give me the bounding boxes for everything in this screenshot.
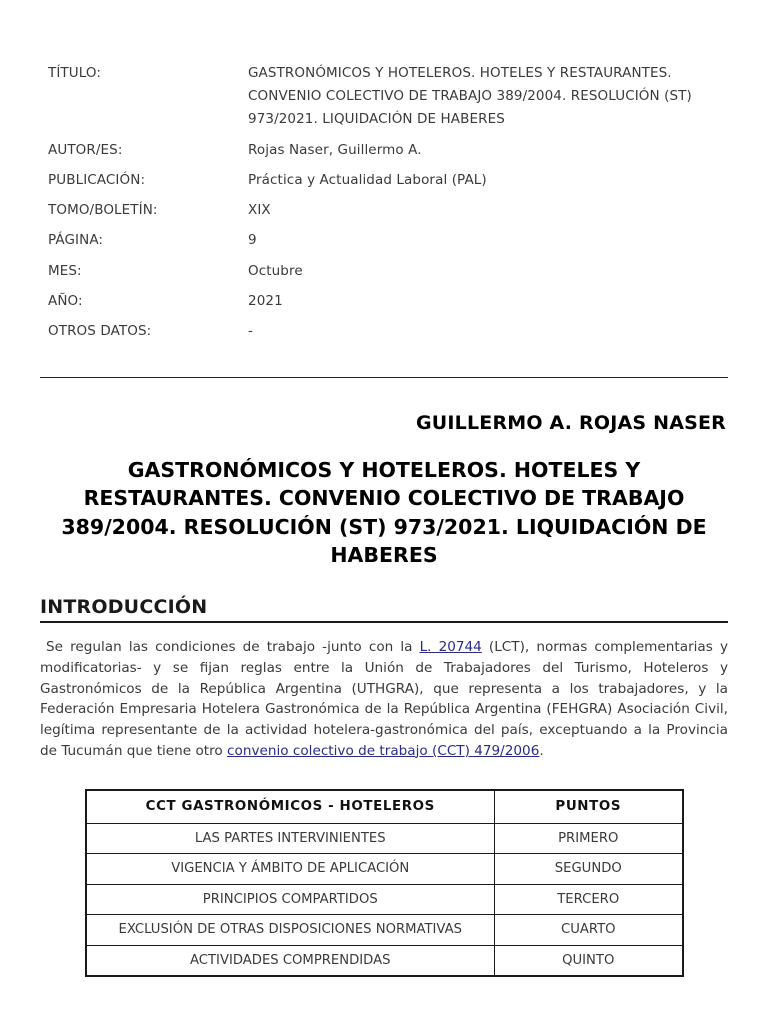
table-row: [86, 823, 683, 853]
metadata-value-mes: Octubre: [248, 262, 303, 279]
table-row: [86, 915, 683, 945]
metadata-row: [40, 290, 728, 313]
table-cell-concepto: ACTIVIDADES COMPRENDIDAS: [86, 945, 495, 976]
table-header-puntos: PUNTOS: [495, 790, 683, 823]
metadata-row: [40, 139, 728, 162]
table-cell-concepto: VIGENCIA Y ÁMBITO DE APLICACIÓN: [86, 854, 495, 884]
metadata-value-publicacion: Práctica y Actualidad Laboral (PAL): [248, 171, 487, 188]
metadata-value-otros-datos: -: [248, 322, 253, 339]
metadata-label-publicacion: PUBLICACIÓN:: [48, 171, 146, 188]
table-row: [86, 854, 683, 884]
link-ley-20744[interactable]: L. 20744: [419, 639, 482, 656]
table-cell-punto: SEGUNDO: [495, 854, 683, 884]
metadata-value-pagina: 9: [248, 232, 257, 249]
table-row: [86, 884, 683, 914]
section-heading-introduccion: INTRODUCCIÓN: [40, 596, 728, 623]
metadata-row: [40, 229, 728, 252]
paragraph-text-part-2: (LCT), normas complementarias y modificatorias- y se fijan reglas entre la Unión de Trabajadores del Turismo, Hoteleros y Gastronómicos de la República Argentina (UTHGRA), que representa a los trabajadores, y la Federación Empresaria Hotelera Gastronómica de la República Argentina (FEHGRA) Asociación Civil, legítima representante de la actividad hotelera-gastronómica del país, exceptuando a la Provincia de Tucumán que tiene otro: [40, 639, 728, 759]
metadata-block: [40, 0, 728, 343]
metadata-value-autor: Rojas Naser, Guillermo A.: [248, 141, 422, 158]
metadata-value-tomo: XIX: [248, 202, 271, 219]
table-header-concepto: CCT GASTRONÓMICOS - HOTELEROS: [86, 790, 495, 823]
metadata-label-otros-datos: OTROS DATOS:: [48, 322, 152, 339]
table-cell-punto: TERCERO: [495, 884, 683, 914]
metadata-label-anio: AÑO:: [48, 292, 83, 309]
page-title: GASTRONÓMICOS Y HOTELEROS. HOTELES Y RESTAURANTES. CONVENIO COLECTIVO DE TRABAJO 389/2004. RESOLUCIÓN (ST) 973/2021. LIQUIDACIÓN DE HABERES: [61, 458, 707, 568]
table-cell-concepto: EXCLUSIÓN DE OTRAS DISPOSICIONES NORMATIVAS: [86, 915, 495, 945]
cct-table-wrapper: [40, 789, 728, 977]
metadata-row: [40, 169, 728, 192]
metadata-label-tomo: TOMO/BOLETÍN:: [48, 202, 158, 219]
metadata-row: [40, 260, 728, 283]
metadata-row: [40, 199, 728, 222]
cct-table: [85, 789, 684, 977]
author-byline: GUILLERMO A. ROJAS NASER: [415, 412, 726, 435]
link-cct-479-2006[interactable]: convenio colectivo de trabajo (CCT) 479/2006: [227, 742, 540, 759]
page-content: [40, 0, 728, 977]
paragraph-text-part-3: .: [539, 742, 544, 759]
metadata-row: [40, 62, 728, 132]
table-header-row: [86, 790, 683, 823]
intro-paragraph: [40, 637, 728, 761]
metadata-label-mes: MES:: [48, 262, 82, 279]
table-cell-punto: CUARTO: [495, 915, 683, 945]
paragraph-text-part-1: Se regulan las condiciones de trabajo -junto con la: [46, 639, 420, 656]
table-row: [86, 945, 683, 976]
table-cell-concepto: LAS PARTES INTERVINIENTES: [86, 823, 495, 853]
metadata-value-anio: 2021: [248, 292, 283, 309]
metadata-row: [40, 320, 728, 343]
horizontal-divider: [40, 377, 728, 378]
table-cell-punto: PRIMERO: [495, 823, 683, 853]
metadata-label-autor: AUTOR/ES:: [48, 141, 123, 158]
table-cell-punto: QUINTO: [495, 945, 683, 976]
table-cell-concepto: PRINCIPIOS COMPARTIDOS: [86, 884, 495, 914]
metadata-label-pagina: PÁGINA:: [48, 232, 104, 249]
metadata-label-titulo: TÍTULO:: [48, 65, 102, 81]
metadata-value-titulo: GASTRONÓMICOS Y HOTELEROS. HOTELES Y RESTAURANTES. CONVENIO COLECTIVO DE TRABAJO 389/2004. RESOLUCIÓN (ST) 973/2021. LIQUIDACIÓN DE HABERES: [248, 65, 692, 128]
